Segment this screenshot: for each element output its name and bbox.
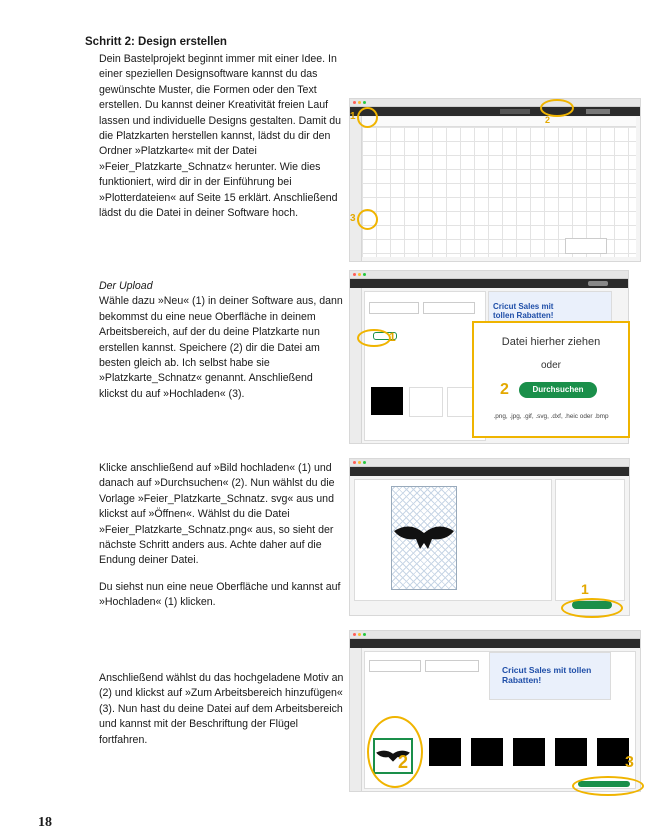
left-toolbar xyxy=(350,116,362,261)
recent-upload-thumb xyxy=(371,387,403,415)
app-header xyxy=(350,639,640,648)
browse-paragraph: Klicke anschließend auf »Bild hochladen« (1) und danach auf »Durchsuchen« (2). Nun wählst du die Vorlage »Feier_Platzkarte_Schnatz. svg« aus und klickst auf »Öffnen«. Wählst du die Datei »Feier_Platzkarte_Schnatz.png« aus, so sieht der nächste Schritt anders aus. Achte daher auf die Endung deiner Datei. xyxy=(99,462,335,567)
marker-2: 2 xyxy=(398,752,409,772)
toolbar xyxy=(362,117,636,127)
marker-1: 1 xyxy=(581,581,589,597)
page-number: 18 xyxy=(38,815,52,830)
tab-fonts xyxy=(425,660,479,672)
upload-button-paragraph: Du siehst nun eine neue Oberfläche und kannst auf »Hochladen« (1) klicken. xyxy=(99,581,341,609)
drop-text: Datei hierher ziehen xyxy=(501,336,601,348)
highlight-upload-button xyxy=(561,598,623,618)
upload-thumb xyxy=(429,738,461,766)
marker-3: 3 xyxy=(625,754,634,771)
or-text: oder xyxy=(540,360,561,371)
transparent-preview xyxy=(391,486,457,590)
window-titlebar xyxy=(350,271,628,279)
highlight-new xyxy=(357,107,378,128)
app-header xyxy=(350,467,629,476)
upload-thumb xyxy=(555,738,587,766)
details-pane xyxy=(555,479,625,601)
window-titlebar xyxy=(350,459,629,467)
marker-1: 1 xyxy=(350,111,356,122)
promo-title: Cricut Sales mit tollen Rabatten! xyxy=(493,302,554,320)
marker-3: 3 xyxy=(350,213,356,224)
marker-1: 1 xyxy=(389,330,396,344)
highlight-upload xyxy=(357,209,378,230)
window-titlebar xyxy=(350,99,640,107)
add-to-canvas-paragraph: Anschließend wählst du das hochgeladene Motiv an (2) und klickst auf »Zum Arbeitsbereich hinzufügen« (3). Nun hast du deine Datei auf dem Arbeitsbereich und kannst mit der Beschriftung der Flügel fortfahren. xyxy=(99,672,344,746)
intro-paragraph: Dein Bastelprojekt beginnt immer mit einer Idee. In einer speziellen Designsoftware kannst du das gewünschte Muster, die Formen oder den Text erstellen. Du kannst deiner Kreativität freien Lauf lassen und individuelle Designs gestalten. Damit du die Platzkarten herstellen kannst, lädst du dir den Ordner »Platzkarte« mit der Datei »Feier_Platzkarte_Schnatz« herunter. Wie dies funktioniert, wird dir in der Einführung bei »Plotterdateien« auf Seite 15 erklärt. Anschließend lädst du die Datei in deiner Software hoch. xyxy=(99,53,342,220)
drop-zone-callout xyxy=(472,321,630,438)
marker-2: 2 xyxy=(500,381,509,398)
wings-graphic xyxy=(392,519,456,559)
recent-upload-thumb xyxy=(409,387,443,417)
browse-button[interactable]: Durchsuchen xyxy=(519,382,597,398)
window-titlebar xyxy=(350,631,640,639)
highlight-add-button xyxy=(572,776,644,796)
tab-fonts xyxy=(423,302,475,314)
preview-pane xyxy=(354,479,552,601)
upload-panel xyxy=(364,291,486,441)
left-toolbar xyxy=(350,288,362,443)
file-formats: .png, .jpg, .gif, .svg, .dxf, .heic oder .bmp xyxy=(493,413,609,420)
app-header xyxy=(350,107,640,116)
marker-2: 2 xyxy=(545,115,551,125)
upload-thumb xyxy=(513,738,545,766)
zoom-panel xyxy=(565,238,607,254)
promo-title: Cricut Sales mit tollen Rabatten! xyxy=(502,665,592,685)
step-heading: Schritt 2: Design erstellen xyxy=(85,36,227,48)
upload-section xyxy=(99,279,344,402)
tab-image xyxy=(369,302,419,314)
tab-image xyxy=(369,660,421,672)
upload-paragraph: Wähle dazu »Neu« (1) in deiner Software aus, dann bekommst du eine neue Oberfläche in deinem Arbeitsbereich, auf der du deine Platzkarte nun erstellen kannst. Speichere (2) dir die Datei am besten gleich ab. Ich selbst habe sie »Platzkarte_Schnatz« genannt. Anschließend klickst du auf »Hochladen« (3). xyxy=(99,295,343,400)
app-header xyxy=(350,279,628,288)
upload-thumb xyxy=(471,738,503,766)
upload-subheading: Der Upload xyxy=(99,280,153,292)
left-toolbar xyxy=(350,648,362,791)
screenshot-canvas xyxy=(349,98,641,262)
highlight-selected-image xyxy=(367,716,423,788)
promo-banner xyxy=(489,652,611,700)
highlight-upload-image xyxy=(357,329,391,347)
